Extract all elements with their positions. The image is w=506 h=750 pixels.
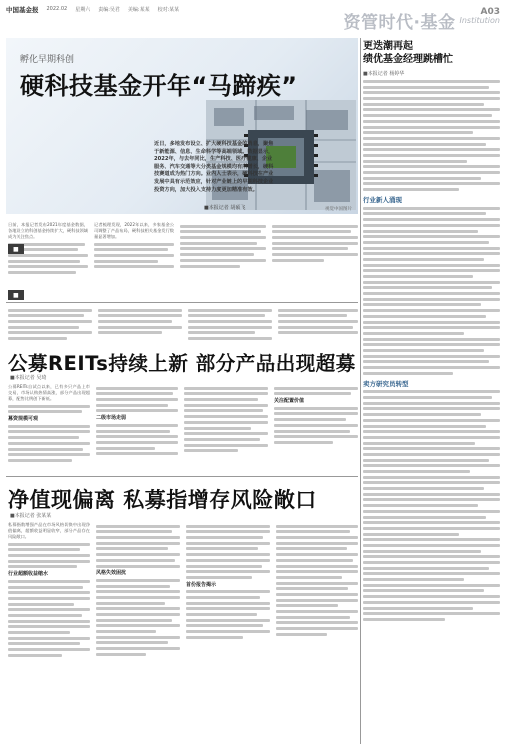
sidebar-reporter: ■本报记者 杨婷华 <box>363 71 405 77</box>
column-divider <box>360 38 361 744</box>
sidebar-headline: 更迭潮再起 绩优基金经理跳槽忙 <box>363 41 453 65</box>
section-banner <box>344 8 500 33</box>
subhead-tag: ■ <box>8 244 24 254</box>
meta-weekday: 星期六 <box>75 6 91 13</box>
sidebar-body-1 <box>363 80 500 191</box>
article-intro-col-3 <box>188 306 272 343</box>
article-intro-col-1 <box>8 306 92 343</box>
article-intro-col-4 <box>278 306 358 337</box>
sidebar-article <box>363 40 500 624</box>
divider <box>6 302 358 303</box>
meta-date: 2022.02 <box>46 6 68 12</box>
reits-subhead-2: 二级市场走弱 <box>96 415 127 422</box>
feature-kicker: 孵化早期科创 <box>20 55 75 65</box>
feature-lead: 近日，多地发布设立、扩大硬科技基金的消息，聚焦于新能源、信息、生命科学等高端领域。数据显示，2022年，与去年同比，生产科技、医疗健康、企业服务、汽车交通等大分类基金规模均有所增长，硬科技赛道成为热门方向。业内人士表示，硬科技在产业发展中具有示范效应，针对产业链上的早期科技企业投资方向，加大投入支持力度更加精准有效。 <box>154 141 274 193</box>
sidebar-body-3 <box>363 390 500 621</box>
nav-subhead-2: 风格失效困扰 <box>96 570 127 577</box>
sidebar-subhead-2: 卖方研究员转型 <box>363 379 409 388</box>
reits-col-4 <box>274 384 358 447</box>
nav-subhead-1: 行业超额收益缩水 <box>8 571 49 578</box>
nav-col-2 <box>96 522 180 659</box>
reits-headline: 公募REITs持续上新 部分产品出现超募 <box>8 352 356 375</box>
reits-subhead-3: 关注配置价值 <box>274 398 305 405</box>
nav-reporter: ■本报记者 张某某 <box>10 513 52 519</box>
body-paragraph: 日前，本报记者发布2021年度基金数据，各地设立的科创基金持续扩大，硬科技领域成为关注焦点。 <box>8 222 88 239</box>
reits-reporter: ■本报记者 吴琦 <box>10 375 47 381</box>
nav-subhead-3: 首份报告揭示 <box>186 581 217 588</box>
meta-designer: 美编:某某 <box>127 6 150 13</box>
sidebar-subhead-1: 行业新人涌现 <box>363 196 402 205</box>
article-intro-col-2 <box>98 306 182 337</box>
feature-body-col-2 <box>94 222 174 271</box>
paper-name: 中国基金报 <box>6 5 39 14</box>
photo-caption: 视觉中国图片 <box>325 207 352 212</box>
feature-body-col-4 <box>272 222 358 265</box>
reits-subhead-1: 募资规模可观 <box>8 416 39 423</box>
section-title: 资管时代·基金 <box>343 13 456 33</box>
feature-body-col-3 <box>180 222 266 270</box>
reits-col-2 <box>96 384 178 458</box>
section-en: Institution <box>459 16 500 25</box>
feature-headline: 硬科技基金开年“马蹄疾” <box>20 72 298 100</box>
meta-editor: 责编:吴君 <box>98 6 120 13</box>
body-paragraph: 私募指数增强产品在市场风格切换中出现净值偏离，超额收益明显收窄，部分产品存在风险敞口。 <box>8 522 90 539</box>
nav-col-4 <box>276 522 358 638</box>
nav-col-3 <box>186 522 270 641</box>
feature-block <box>6 38 358 214</box>
nav-headline: 净值现偏离 私募指增存风险敞口 <box>8 488 317 512</box>
body-paragraph: 记者梳理发现，2022年以来，多家基金公司调整了产品布局，硬科技相关基金发行数量显著增加。 <box>94 222 174 239</box>
page-number: A03 <box>480 7 500 17</box>
nav-col-1 <box>8 522 90 659</box>
subhead-tag: ■ <box>8 290 24 300</box>
sidebar-body-2 <box>363 207 500 375</box>
feature-byline: ■本报记者 胡硕飞 <box>204 205 246 211</box>
reits-col-3 <box>184 384 268 455</box>
meta-proofreader: 校对:某某 <box>157 6 180 13</box>
divider <box>6 476 358 477</box>
body-paragraph: 公募REITs自试点以来，已有多只产品上市交易，市场认购热情高涨，部分产品出现超募，配售比例创下新低。 <box>8 384 90 401</box>
reits-col-1 <box>8 384 90 465</box>
